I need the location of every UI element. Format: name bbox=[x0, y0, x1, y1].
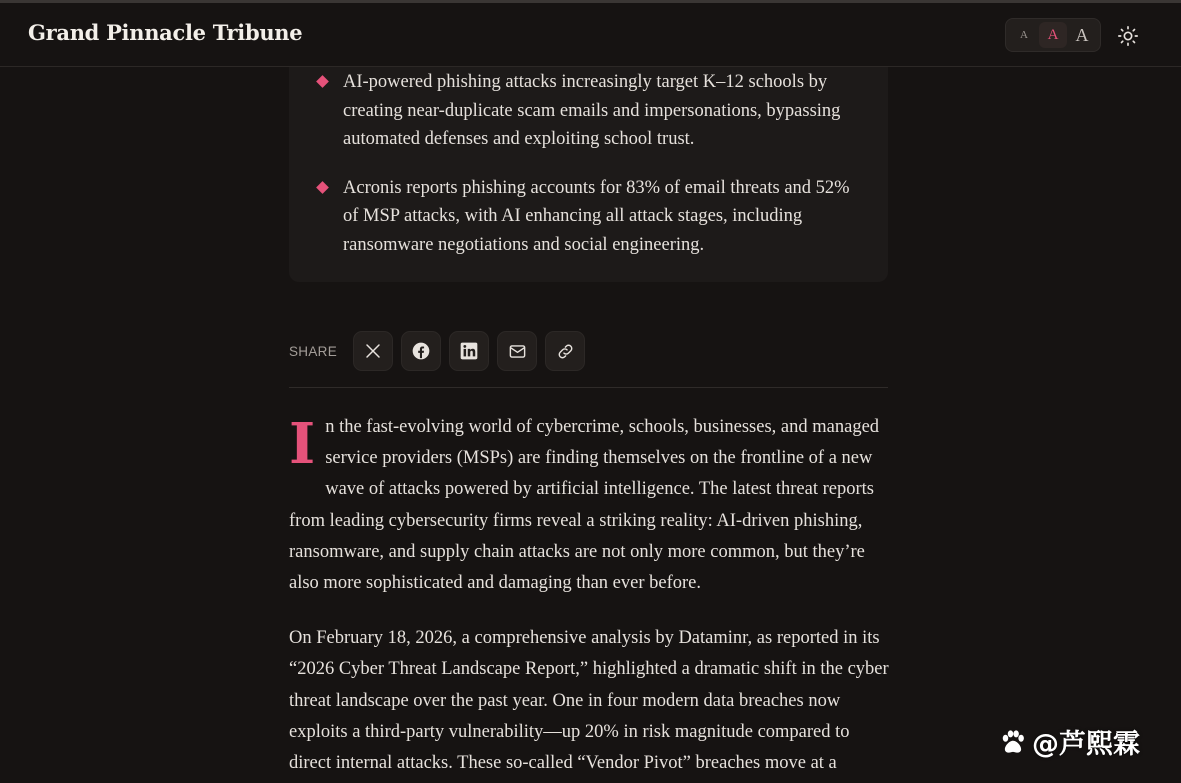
share-linkedin-button[interactable] bbox=[449, 331, 489, 371]
summary-item-text: AI-powered phishing attacks increasingly target K–12 schools by creating near-duplicate scam emails and impersonations, bypassing automated defenses and exploiting school trust. bbox=[343, 72, 841, 149]
site-title[interactable]: Grand Pinnacle Tribune bbox=[28, 20, 303, 45]
sun-icon bbox=[1117, 25, 1139, 47]
article-body bbox=[289, 412, 889, 779]
summary-item-text: Acronis reports phishing accounts for 83% of email threats and 52% of MSP attacks, with AI enhancing all attack stages, including ransomware negotiations and social engineering. bbox=[343, 177, 850, 255]
site-header bbox=[0, 3, 1181, 67]
x-icon bbox=[364, 342, 382, 360]
share-bar bbox=[289, 331, 888, 371]
article-paragraph-text: n the fast-evolving world of cybercrime, schools, businesses, and managed service providers (MSPs) are finding themselves on the frontline of a new wave of attacks powered by artificial intelligence. The latest threat reports from leading cybersecurity firms reveal a striking reality: AI-driven phishing, ransomware, and supply chain attacks are not only more common, but they’re also more sophisticated and damaging than ever before. bbox=[289, 417, 880, 594]
font-size-medium-button[interactable]: A bbox=[1039, 22, 1067, 48]
article-paragraph: On February 18, 2026, a comprehensive analysis by Dataminr, as reported in its “2026 Cyber Threat Landscape Report,” highlighted a dramatic shift in the cyber threat landscape over the past year. One in four modern data breaches now exploits a third-party vulnerability—up 20% in risk magnitude compared to direct internal attacks. These so-called “Vendor Pivot” breaches move at a bbox=[289, 628, 889, 774]
diamond-bullet-icon bbox=[316, 181, 329, 194]
diamond-bullet-icon bbox=[316, 75, 329, 88]
paw-icon bbox=[998, 727, 1028, 757]
link-icon bbox=[556, 342, 575, 361]
drop-cap: I bbox=[289, 411, 316, 477]
font-size-large-button[interactable]: A bbox=[1075, 24, 1089, 45]
linkedin-icon bbox=[459, 341, 479, 361]
watermark-text: @芦熙霖 bbox=[1032, 729, 1140, 760]
theme-toggle-button[interactable] bbox=[1113, 21, 1143, 51]
share-x-button[interactable] bbox=[353, 331, 393, 371]
article-paragraph bbox=[289, 412, 889, 599]
share-facebook-button[interactable] bbox=[401, 331, 441, 371]
font-size-small-button[interactable]: A bbox=[1020, 29, 1028, 41]
copy-link-button[interactable] bbox=[545, 331, 585, 371]
share-divider bbox=[289, 387, 888, 388]
watermark bbox=[998, 722, 1140, 761]
font-size-selector bbox=[1005, 18, 1101, 52]
summary-item bbox=[289, 68, 889, 154]
summary-list bbox=[289, 68, 889, 259]
facebook-icon bbox=[411, 341, 431, 361]
mail-icon bbox=[508, 342, 527, 361]
share-email-button[interactable] bbox=[497, 331, 537, 371]
share-label: SHARE bbox=[289, 343, 338, 359]
summary-item bbox=[289, 174, 889, 260]
